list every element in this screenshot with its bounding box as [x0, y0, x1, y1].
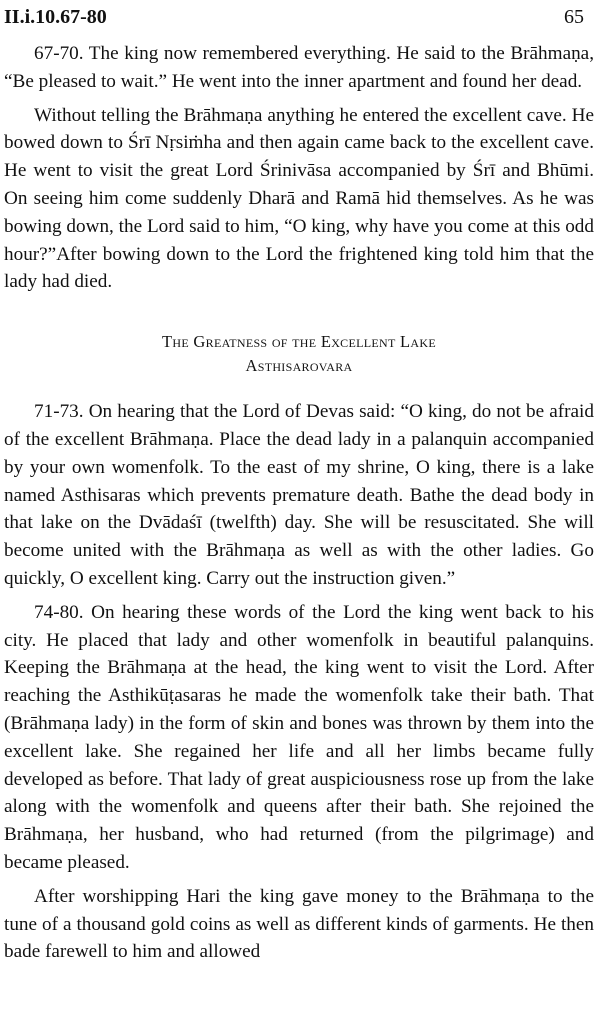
paragraph-worship-hari: After worshipping Hari the king gave money to the Brāhmaṇa to the tune of a thousand gold coins as well as different kinds of garments. He then bade farewell to him and allowed: [4, 885, 594, 963]
running-header: [4, 2, 584, 32]
paragraph-verses-74-80: 74-80. On hearing these words of the Lord the king went back to his city. He placed that lady and other womenfolk in beautiful palanquins. Keeping the Brāhmaṇa at the head, the king went to visit the Lord. After reaching the Asthikūṭasaras he made the womenfolk take their bath. That (Brāhmaṇa lady) in the form of skin and bones was thrown by them into the excellent lake. She regained her life and all her limbs became fully developed as before. That lady of great auspiciousness rose up from the lake along with the womenfolk and queens after their bath. She rejoined the Brāhmaṇa, her husband, who had returned (from the pilgrimage) and became pleased.: [4, 601, 594, 873]
paragraph-verses-71-73: 71-73. On hearing that the Lord of Devas said: “O king, do not be afraid of the excellent Brāhmaṇa. Place the dead lady in a palanquin accompanied by your own womenfolk. To the east of my shrine, O king, there is a lake named Asthisaras which prevents premature death. Bathe the dead body in that lake on the Dvādaśī (twelfth) day. She will be resuscitated. She will become united with the Brāhmaṇa as well as with the other ladies. Go quickly, O excellent king. Carry out the instruction given.”: [4, 401, 594, 589]
section-heading-line-1: The Greatness of the Excellent Lake: [162, 332, 436, 352]
page-number: 65: [564, 5, 584, 28]
section-heading: [4, 330, 594, 378]
chapter-reference: II.i.10.67-80: [4, 5, 107, 28]
paragraph-verses-67-70: 67-70. The king now remembered everything. He said to the Brāhmaṇa, “Be pleased to wait.” He went into the inner apartment and found her dead.: [4, 43, 594, 92]
section-heading-line-2: Asthisarovara: [245, 356, 353, 376]
paragraph-cave-visit: Without telling the Brāhmaṇa anything he entered the excellent cave. He bowed down to Śrī Nṛsiṁha and then again came back to the excellent cave. He went to visit the great Lord Śrinivāsa accompanied by Śrī and Bhūmi. On seeing him come suddenly Dharā and Ramā hid themselves. As he was bowing down, the Lord said to him, “O king, why have you come at this odd hour?”After bowing down to the Lord the frightened king told him that the lady had died.: [4, 104, 594, 293]
page-body: [4, 40, 594, 972]
